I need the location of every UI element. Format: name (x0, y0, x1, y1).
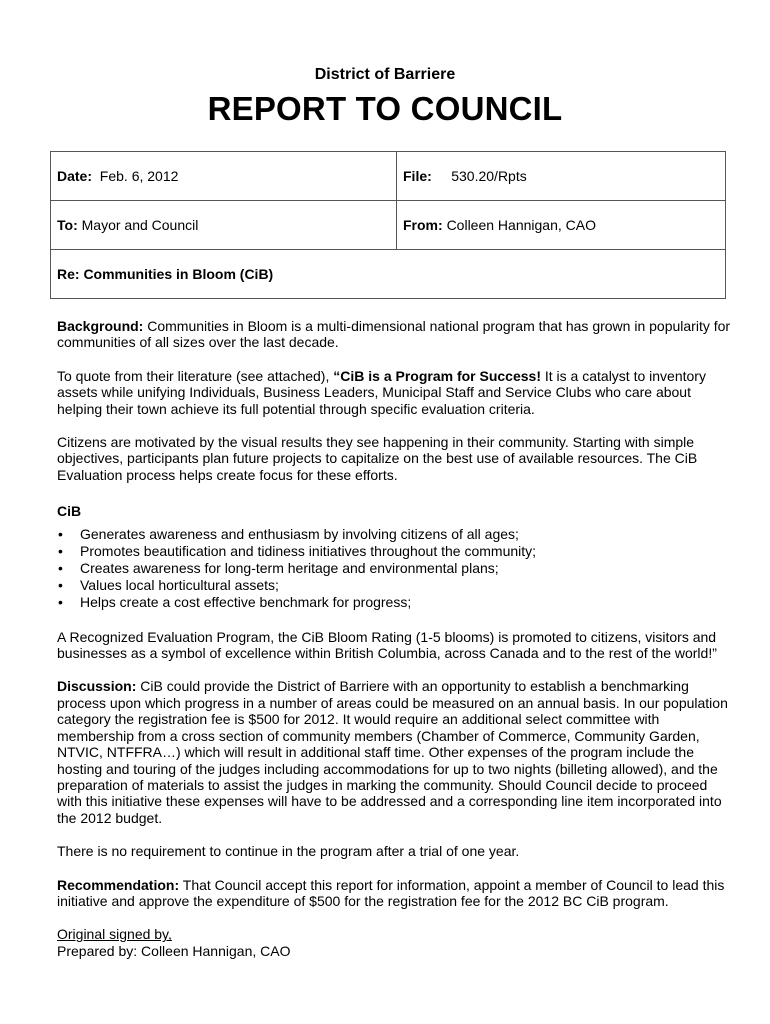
discussion-line: the 2012 budget. (57, 809, 163, 826)
bullet-icon: • (58, 525, 63, 542)
discussion-line: with this initiative these expenses will have to be addressed and a corresponding line item incorporated into (57, 793, 722, 810)
to-value: Mayor and Council (81, 217, 199, 233)
cib-heading: CiB (57, 503, 82, 520)
list-item: • Generates awareness and enthusiasm by involving citizens of all ages; (58, 525, 519, 542)
quote-line-2: assets while unifying Individuals, Business Leaders, Municipal Staff and Service Clubs who care about (57, 384, 691, 401)
quote-prefix: To quote from their literature (see attached), (57, 367, 334, 384)
citizens-line-3: Evaluation process helps create focus for these efforts. (57, 466, 398, 483)
discussion-line: process upon which progress in a number of areas could be measured on an annual basis. In our population (57, 694, 728, 711)
from-cell (397, 201, 726, 250)
file-cell (397, 152, 726, 201)
quote-rest: It is a catalyst to inventory (541, 367, 706, 384)
date-value: Feb. 6, 2012 (99, 168, 179, 184)
trial-note: There is no requirement to continue in the program after a trial of one year. (57, 843, 520, 860)
discussion-line: category the registration fee is $500 for 2012. It would require an additional select committee with (57, 711, 660, 728)
from-value: Colleen Hannigan, CAO (446, 217, 596, 233)
citizens-line-1: Citizens are motivated by the visual results they see happening in their community. Starting with simple (57, 434, 695, 451)
memo-row-date-file (51, 152, 726, 201)
list-item: • Creates awareness for long-term heritage and environmental plans; (58, 560, 499, 577)
bullet-icon: • (58, 594, 63, 611)
recommendation-label: Recommendation: (57, 876, 180, 893)
recognized-line-1: A Recognized Evaluation Program, the CiB Bloom Rating (1-5 blooms) is promoted to citizens, visitors and (57, 628, 717, 645)
memo-row-re (51, 250, 726, 299)
quote-line-3: helping their town achieve its full potential through specific evaluation criteria. (57, 400, 535, 417)
date-label: Date: (57, 168, 93, 184)
bullet-icon: • (58, 560, 63, 577)
file-value: 530.20/Rpts (451, 168, 527, 184)
recommendation-line-1 (57, 877, 737, 893)
discussion-label: Discussion: (57, 678, 137, 695)
discussion-text-1: CiB could provide the District of Barriere with an opportunity to establish a benchmarking (136, 678, 689, 695)
bullet-icon: • (58, 577, 63, 594)
report-title: REPORT TO COUNCIL (207, 90, 563, 127)
memo-header-table (50, 151, 726, 299)
memo-row-to-from (51, 201, 726, 250)
date-cell (51, 152, 397, 201)
quote-emphasis: “CiB is a Program for Success! (333, 367, 541, 384)
background-label: Background: (57, 318, 144, 334)
quote-line-1 (57, 368, 737, 384)
re-cell: Re: Communities in Bloom (CiB) (51, 250, 726, 299)
list-item: • Helps create a cost effective benchmark for progress; (58, 594, 412, 611)
list-item: • Promotes beautification and tidiness initiatives throughout the community; (58, 542, 537, 559)
discussion-line: hosting and touring of the judges including accommodations for up to two nights (billeting allowed), and the (57, 760, 718, 777)
file-label: File: (403, 168, 432, 184)
from-label: From: (403, 217, 443, 233)
background-text-1: Communities in Bloom is a multi-dimensional national program that has grown in popularity for (143, 318, 731, 334)
discussion-line: NTVIC, NTFFRA…) which will result in additional staff time. Other expenses of the program include the (57, 744, 694, 761)
recognized-line-2: businesses as a symbol of excellence within British Columbia, across Canada and to the rest of the world!” (57, 645, 717, 662)
bullet-icon: • (58, 542, 63, 559)
citizens-line-2: objectives, participants plan future projects to capitalize on the best use of available resources. The CiB (57, 450, 698, 467)
signature-line (57, 926, 737, 942)
to-label: To: (57, 217, 78, 233)
cib-bullet-list (57, 526, 737, 612)
background-line-1 (57, 318, 737, 334)
discussion-line: membership from a cross section of community members (Chamber of Commerce, Community Garden, (57, 727, 700, 744)
original-signed: Original signed by, (57, 926, 172, 943)
to-cell (51, 201, 397, 250)
recommendation-line-2: initiative and approve the expenditure of $500 for the registration fee for the 2012 BC CiB program. (57, 892, 669, 909)
background-line-2: communities of all sizes over the last decade. (57, 334, 339, 351)
discussion-line-1 (57, 678, 737, 694)
recommendation-text-1: That Council accept this report for information, appoint a member of Council to lead this (179, 876, 725, 893)
discussion-line: preparation of materials to assist the judges in marking the community. Should Council decide to proceed (57, 776, 708, 793)
report-body (57, 318, 737, 959)
prepared-by: Prepared by: Colleen Hannigan, CAO (57, 942, 291, 959)
organization-name: District of Barriere (314, 66, 456, 83)
list-item: • Values local horticultural assets; (58, 577, 279, 594)
